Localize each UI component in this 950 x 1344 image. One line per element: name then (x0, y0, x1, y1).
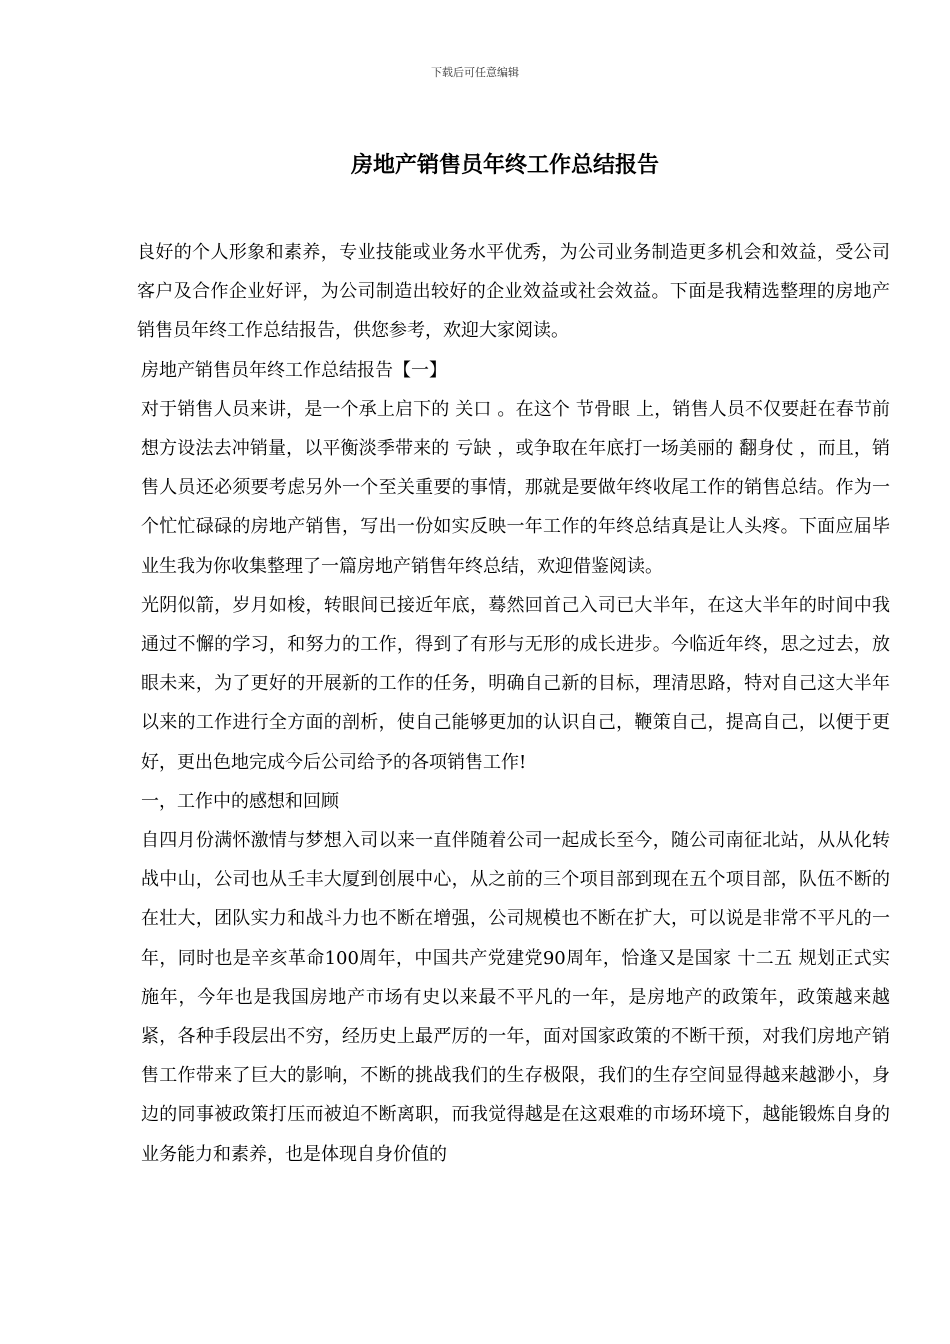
section-heading: 房地产销售员年终工作总结报告【一】 (141, 359, 447, 381)
header-note: 下载后可任意编辑 (431, 66, 519, 79)
subsection-heading: 一，工作中的感想和回顾 (141, 790, 339, 812)
body-paragraph: 自四月份满怀激情与梦想入司以来一直伴随着公司一起成长至今，随公司南征北站，从从化转战中山，公司也从壬丰大厦到创展中心，从之前的三个项目部到现在五个项目部，队伍不断的在壮大，团队实力和战斗力也不断在增强，公司规模也不断在扩大，可以说是非常不平凡的一年，同时也是辛亥革命100周年，中国共产党建党90周年，恰逢又是国家 十二五 规划正式实施年，今年也是我国房地产市场有史以来最不平凡的一年，是房地产的政策年，政策越来越紧，各种手段层出不穷，经历史上最严厉的一年，面对国家政策的不断干预，对我们房地产销售工作带来了巨大的影响，不断的挑战我们的生存极限，我们的生存空间显得越来越渺小，身边的同事被政策打压而被迫不断离职，而我觉得越是在这艰难的市场环境下，越能锻炼自身的业务能力和素养，也是体现自身价值的 (141, 830, 890, 1165)
body-paragraph: 光阴似箭，岁月如梭，转眼间已接近年底，蓦然回首己入司已大半年，在这大半年的时间中我通过不懈的学习，和努力的工作，得到了有形与无形的成长进步。今临近年终，思之过去，放眼未来，为了更好的开展新的工作的任务，明确自己新的目标，理清思路，特对自己这大半年以来的工作进行全方面的剖析，使自己能够更加的认识自己，鞭策自己，提高自己，以便于更好，更出色地完成今后公司给予的各项销售工作! (141, 594, 890, 773)
document-title: 房地产销售员年终工作总结报告 (350, 153, 659, 178)
intro-paragraph: 良好的个人形象和素养，专业技能或业务水平优秀，为公司业务制造更多机会和效益，受公司客户及合作企业好评，为公司制造出较好的企业效益或社会效益。下面是我精选整理的房地产销售员年终工作总结报告，供您参考，欢迎大家阅读。 (137, 242, 890, 342)
body-paragraph: 对于销售人员来讲，是一个承上启下的 关口 。在这个 节骨眼 上，销售人员不仅要赶在春节前想方设法去冲销量，以平衡淡季带来的 亏缺 ，或争取在年底打一场美丽的 翻身仗 ，而且，销售人员还必须要考虑另外一个至关重要的事情，那就是要做年终收尾工作的销售总结。作为一个忙忙碌碌的房地产销售，写出一份如实反映一年工作的年终总结真是让人头疼。下面应届毕业生我为你收集整理了一篇房地产销售年终总结，欢迎借鉴阅读。 (141, 398, 890, 577)
document-body (137, 233, 890, 1174)
